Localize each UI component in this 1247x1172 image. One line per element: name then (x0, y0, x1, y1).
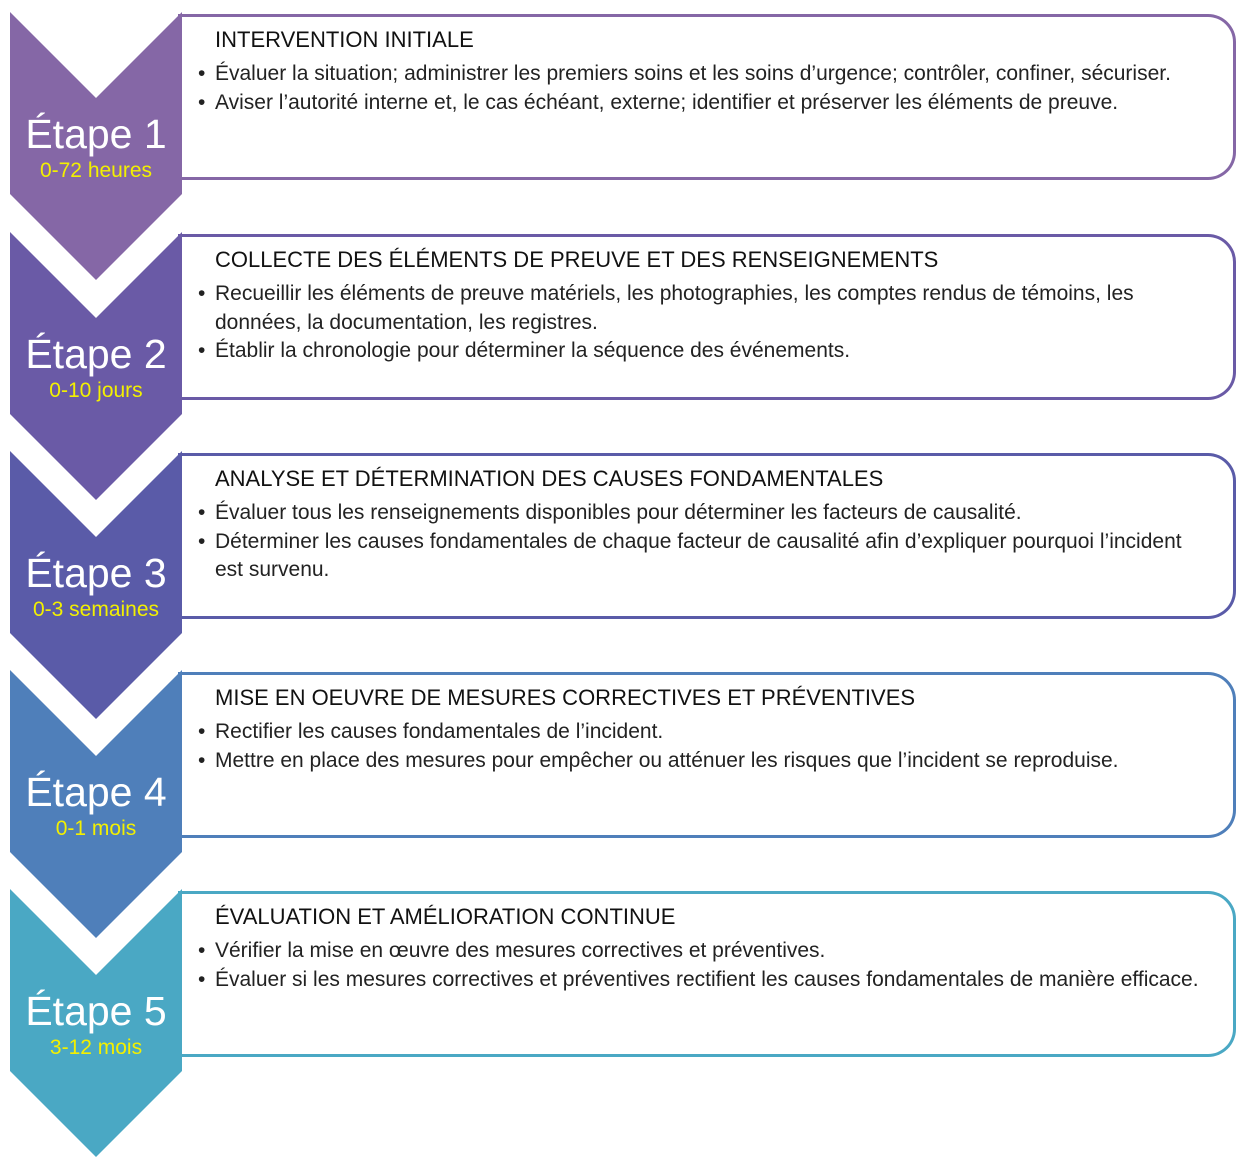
stage-chevron (10, 889, 182, 1159)
bullet-item (198, 528, 1208, 585)
stage-heading: COLLECTE DES ÉLÉMENTS DE PREUVE ET DES RENSEIGNEMENTS (215, 247, 939, 272)
stage-heading: ÉVALUATION ET AMÉLIORATION CONTINUE (215, 904, 676, 929)
stage-label: Étape 5 (25, 988, 167, 1034)
bullet-text: Mettre en place des mesures pour empêcher ou atténuer les risques que l’incident se reproduise. (215, 748, 1119, 772)
bullet-text: Aviser l’autorité interne et, le cas échéant, externe; identifier et préserver les éléments de preuve. (215, 90, 1119, 114)
stage-duration: 0-10 jours (49, 379, 143, 402)
stage-duration: 0-1 mois (55, 817, 137, 840)
stage-5 (0, 889, 1247, 1159)
bullet-item (198, 937, 1208, 966)
bullet-item (198, 747, 1208, 776)
stage-label: Étape 2 (25, 331, 167, 377)
bullet-dot-icon: • (198, 967, 206, 991)
bullet-dot-icon: • (198, 748, 206, 772)
bullet-text: Évaluer tous les renseignements disponibles pour déterminer les facteurs de causalité. (215, 501, 1022, 524)
stage-label: Étape 3 (25, 550, 167, 596)
bullet-item (198, 499, 1208, 528)
bullet-dot-icon: • (198, 62, 206, 85)
stage-card (178, 234, 1236, 400)
stage-heading: MISE EN OEUVRE DE MESURES CORRECTIVES ET PRÉVENTIVES (215, 685, 916, 710)
bullet-text: Évaluer si les mesures correctives et préventives rectifient les causes fondamentales de manière efficace. (215, 967, 1199, 991)
stage-heading: ANALYSE ET DÉTERMINATION DES CAUSES FONDAMENTALES (215, 466, 884, 491)
bullet-item (198, 718, 1208, 747)
stage-card (178, 672, 1236, 838)
stage-duration: 0-3 semaines (32, 598, 160, 621)
bullet-text: Recueillir les éléments de preuve matériels, les photographies, les comptes rendus de témoins, les données, la documentation, les registres. (215, 282, 1134, 334)
bullet-item (198, 60, 1208, 89)
stage-card (178, 14, 1236, 180)
bullet-dot-icon: • (198, 720, 206, 743)
stage-label: Étape 1 (25, 111, 167, 157)
stage-duration: 0-72 heures (39, 159, 153, 182)
bullet-dot-icon: • (198, 939, 206, 962)
bullet-list (198, 499, 1208, 585)
bullet-text: Déterminer les causes fondamentales de chaque facteur de causalité afin d’expliquer pourquoi l’incident est survenu. (215, 529, 1182, 581)
stage-heading: INTERVENTION INITIALE (215, 27, 474, 52)
bullet-dot-icon: • (198, 282, 206, 305)
bullet-dot-icon: • (198, 501, 206, 524)
bullet-dot-icon: • (198, 529, 206, 553)
stage-card (178, 453, 1236, 619)
bullet-item (198, 89, 1208, 118)
stage-duration: 3-12 mois (49, 1036, 143, 1059)
bullet-item (198, 966, 1208, 995)
bullet-text: Rectifier les causes fondamentales de l’incident. (215, 720, 664, 743)
bullet-item (198, 280, 1208, 337)
bullet-text: Évaluer la situation; administrer les premiers soins et les soins d’urgence; contrôler, confiner, sécuriser. (215, 62, 1171, 85)
bullet-list (198, 280, 1208, 366)
stage-label: Étape 4 (25, 769, 167, 815)
bullet-list (198, 937, 1208, 994)
bullet-dot-icon: • (198, 339, 206, 362)
bullet-list (198, 60, 1208, 117)
bullet-dot-icon: • (198, 90, 206, 114)
bullet-text: Vérifier la mise en œuvre des mesures correctives et préventives. (215, 939, 826, 962)
bullet-list (198, 718, 1208, 775)
bullet-text: Établir la chronologie pour déterminer la séquence des événements. (215, 339, 851, 362)
bullet-item (198, 337, 1208, 366)
stage-card (178, 891, 1236, 1057)
